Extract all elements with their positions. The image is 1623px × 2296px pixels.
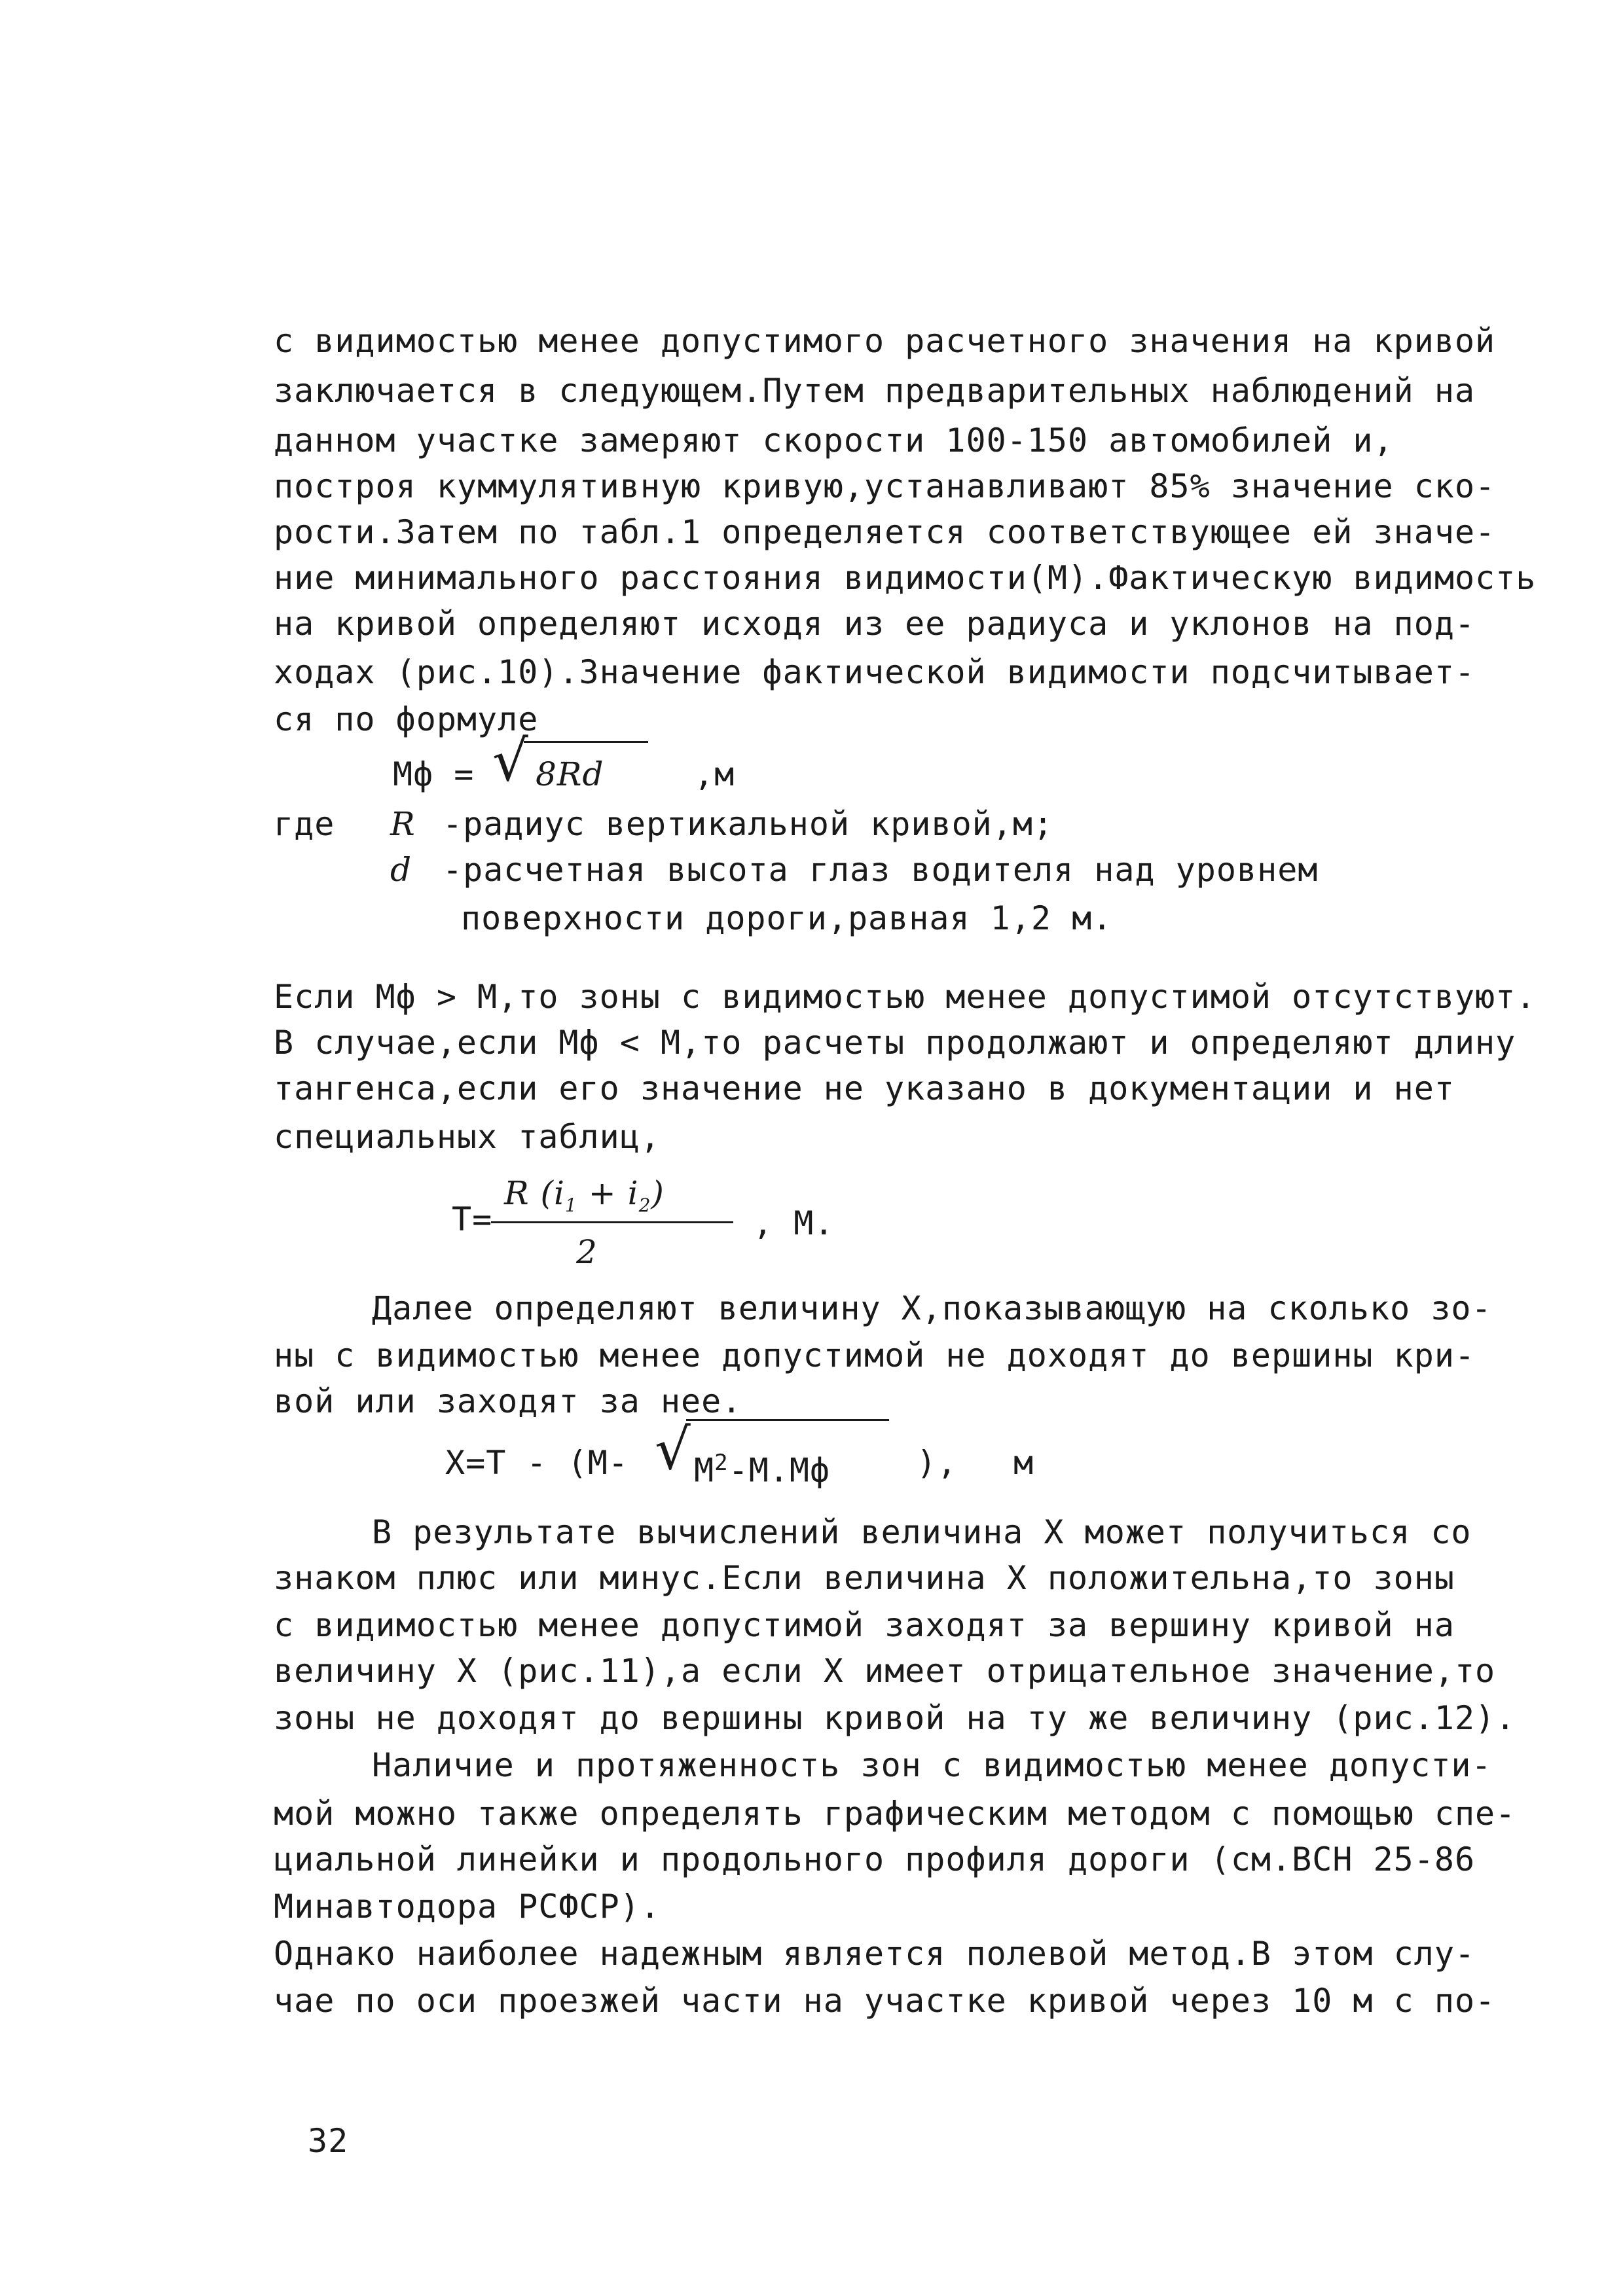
- text-line: Если Мф > М,то зоны с видимостью менее допустимой отсутствуют.: [274, 978, 1537, 1016]
- definition-symbol: d: [390, 851, 412, 889]
- text-line: Минавтодора РСФСР).: [274, 1888, 661, 1926]
- text-line: величину X (рис.11),а если X имеет отрицательное значение,то: [274, 1652, 1496, 1690]
- text-line: В результате вычислений величина X может получиться со: [372, 1513, 1472, 1551]
- fraction-bar: [491, 1221, 733, 1223]
- formula-lhs: Х=Т - (М-: [445, 1444, 629, 1482]
- text-line: Далее определяют величину X,показывающую на сколько зо-: [372, 1289, 1492, 1327]
- text-line: с видимостью менее допустимого расчетного значения на кривой: [274, 322, 1496, 360]
- fraction-numerator: R $(i_1 + i_2)$: [504, 1174, 665, 1216]
- formula-unit: , М.: [753, 1204, 835, 1242]
- text-line: мой можно также определять графическим методом с помощью спе-: [274, 1795, 1516, 1833]
- text-line: Наличие и протяженность зон с видимостью менее допусти-: [372, 1746, 1492, 1784]
- text-line: данном участке замеряют скорости 100-150 автомобилей и,: [274, 422, 1394, 459]
- text-line: вой или заходят за нее.: [274, 1382, 742, 1420]
- text-line: знаком плюс или минус.Если величина X положительна,то зоны: [274, 1559, 1455, 1597]
- formula-close: ),: [917, 1444, 958, 1482]
- text-line: В случае,если Мф < М,то расчеты продолжают и определяют длину: [274, 1024, 1516, 1062]
- text-line: Однако наиболее надежным является полевой метод.В этом слу-: [274, 1935, 1476, 1973]
- radical-bar: [686, 1419, 889, 1421]
- text-line: ны с видимостью менее допустимой не доходят до вершины кри-: [274, 1336, 1476, 1374]
- radical-sign: √: [492, 728, 528, 794]
- text-line: ние минимального расстояния видимости(М).Фактическую видимость: [274, 559, 1537, 597]
- formula-unit: м: [1013, 1444, 1034, 1482]
- text-line: построя куммулятивную кривую,устанавливают 85% значение ско-: [274, 467, 1496, 505]
- text-line: ся по формуле: [274, 700, 539, 738]
- text-line: ходах (рис.10).Значение фактической видимости подсчитывает-: [274, 653, 1476, 691]
- text-line: зоны не доходят до вершины кривой на ту же величину (рис.12).: [274, 1699, 1516, 1737]
- formula-unit: ,м: [694, 755, 735, 793]
- text-line: чае по оси проезжей части на участке кривой через 10 м с по-: [274, 1982, 1496, 2020]
- text-line: на кривой определяют исходя из ее радиуса и уклонов на под-: [274, 605, 1476, 643]
- text-line: с видимостью менее допустимой заходят за вершину кривой на: [274, 1606, 1455, 1644]
- page-number: 32: [308, 2122, 349, 2160]
- formula-radicand: $М^2-М.Мф$: [694, 1450, 831, 1490]
- radical-sign: √: [655, 1417, 691, 1482]
- text-line: специальных таблиц,: [274, 1118, 661, 1156]
- definition-text: -расчетная высота глаз водителя над уровнем: [443, 851, 1319, 889]
- fraction-denominator: 2: [576, 1233, 598, 1271]
- text-line: заключается в следующем.Путем предварительных наблюдений на: [274, 372, 1476, 410]
- text-line: циальной линейки и продольного профиля дороги (см.ВСН 25-86: [274, 1840, 1476, 1878]
- where-label: где: [274, 805, 335, 843]
- text-line: тангенса,если его значение не указано в документации и нет: [274, 1069, 1455, 1107]
- text-line: рости.Затем по табл.1 определяется соответствующее ей значе-: [274, 513, 1496, 551]
- formula-lhs: Мф =: [393, 755, 475, 793]
- definition-continuation: поверхности дороги,равная 1,2 м.: [461, 899, 1113, 937]
- formula-radicand: 8Rd: [536, 755, 604, 793]
- definition-symbol: R: [390, 805, 416, 843]
- radical-bar: [524, 741, 648, 743]
- definition-text: -радиус вертикальной кривой,м;: [443, 805, 1054, 843]
- formula-lhs: Т=: [452, 1200, 493, 1238]
